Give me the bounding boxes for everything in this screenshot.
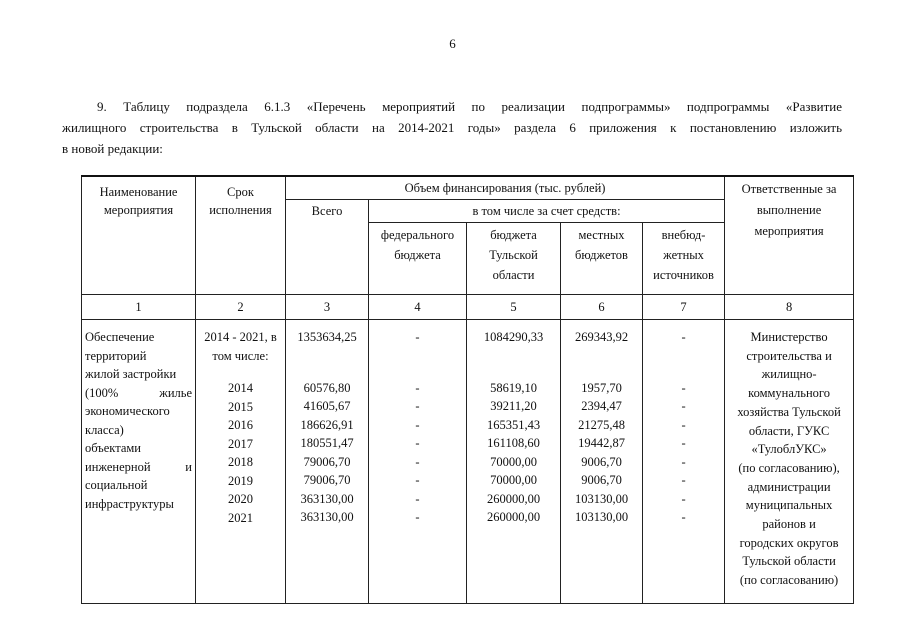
- year: 2016: [228, 418, 253, 432]
- period-regional: 1084290,33: [483, 330, 544, 344]
- intro-line-3: в новой редакции:: [62, 141, 163, 156]
- header-total: Всего: [286, 200, 369, 295]
- period-offbudget: -: [681, 330, 686, 344]
- header-term: Срок исполнения: [196, 176, 286, 295]
- column-number: 6: [561, 295, 643, 320]
- federal-cell: - - - - - - - - -: [369, 320, 467, 604]
- header-name: Наименование мероприятия: [82, 176, 196, 295]
- column-number: 2: [196, 295, 286, 320]
- offbudget-cell: - - - - - - - - -: [643, 320, 725, 604]
- year: 2020: [228, 492, 253, 506]
- period-term: 2014 - 2021, в том числе:: [204, 330, 277, 363]
- intro-paragraph: [62, 96, 842, 159]
- column-number: 4: [369, 295, 467, 320]
- period-local: 269343,92: [574, 330, 629, 344]
- header-funding: Объем финансирования (тыс. рублей): [286, 176, 725, 200]
- year: 2015: [228, 399, 253, 414]
- year: 2018: [228, 455, 253, 469]
- column-number: 8: [725, 295, 854, 320]
- header-row-1: [82, 176, 854, 200]
- period-total: 1353634,25: [297, 330, 357, 344]
- intro-line-2: жилищного строительства в Тульской области на 2014-2021 годы» раздела 6 приложения к постановлению изложить: [62, 120, 842, 135]
- header-including: в том числе за счет средств:: [369, 200, 725, 223]
- total-cell: 1353634,25 60576,80 41605,67 186626,91 180551,47 79006,70 79006,70 363130,00 363130,00: [286, 320, 369, 604]
- year: 2017: [228, 436, 253, 451]
- column-number: 1: [82, 295, 196, 320]
- column-number: 7: [643, 295, 725, 320]
- column-number: 5: [467, 295, 561, 320]
- header-local: местных бюджетов: [561, 223, 643, 295]
- measure-name: Обеспечение территорий жилой застройки (100% жилье экономического класса) объектами инженерной и социальной инфраструктуры: [82, 320, 196, 604]
- header-offbudget: внебюд-жетных источников: [643, 223, 725, 295]
- header-regional: бюджета Тульской области: [467, 223, 561, 295]
- local-cell: 269343,92 1957,70 2394,47 21275,48 19442,87 9006,70 9006,70 103130,00 103130,00: [561, 320, 643, 604]
- measures-table: [81, 175, 854, 604]
- regional-cell: 1084290,33 58619,10 39211,20 165351,43 161108,60 70000,00 70000,00 260000,00 260000,00: [467, 320, 561, 604]
- header-federal: федерального бюджета: [369, 223, 467, 295]
- column-number: 3: [286, 295, 369, 320]
- page-number: 6: [449, 36, 456, 51]
- intro-line-1: 9. Таблицу подраздела 6.1.3 «Перечень мероприятий по реализации подпрограммы» подпрограммы «Развитие: [97, 99, 842, 114]
- table-row: [82, 320, 854, 604]
- year: 2021: [228, 510, 253, 525]
- column-number-row: [82, 295, 854, 320]
- period-federal: -: [415, 330, 420, 344]
- year: 2019: [228, 473, 253, 488]
- header-responsible: Ответственные за выполнение мероприятия: [725, 176, 854, 295]
- term-cell: [196, 320, 286, 604]
- year: 2014: [228, 381, 253, 395]
- responsible-cell: Министерство строительства и жилищно- коммунального хозяйства Тульской области, ГУКС «ТулоблУКС» (по согласованию), администрации муниципальных районов и городских округов Тульской области (по согласованию): [725, 320, 854, 604]
